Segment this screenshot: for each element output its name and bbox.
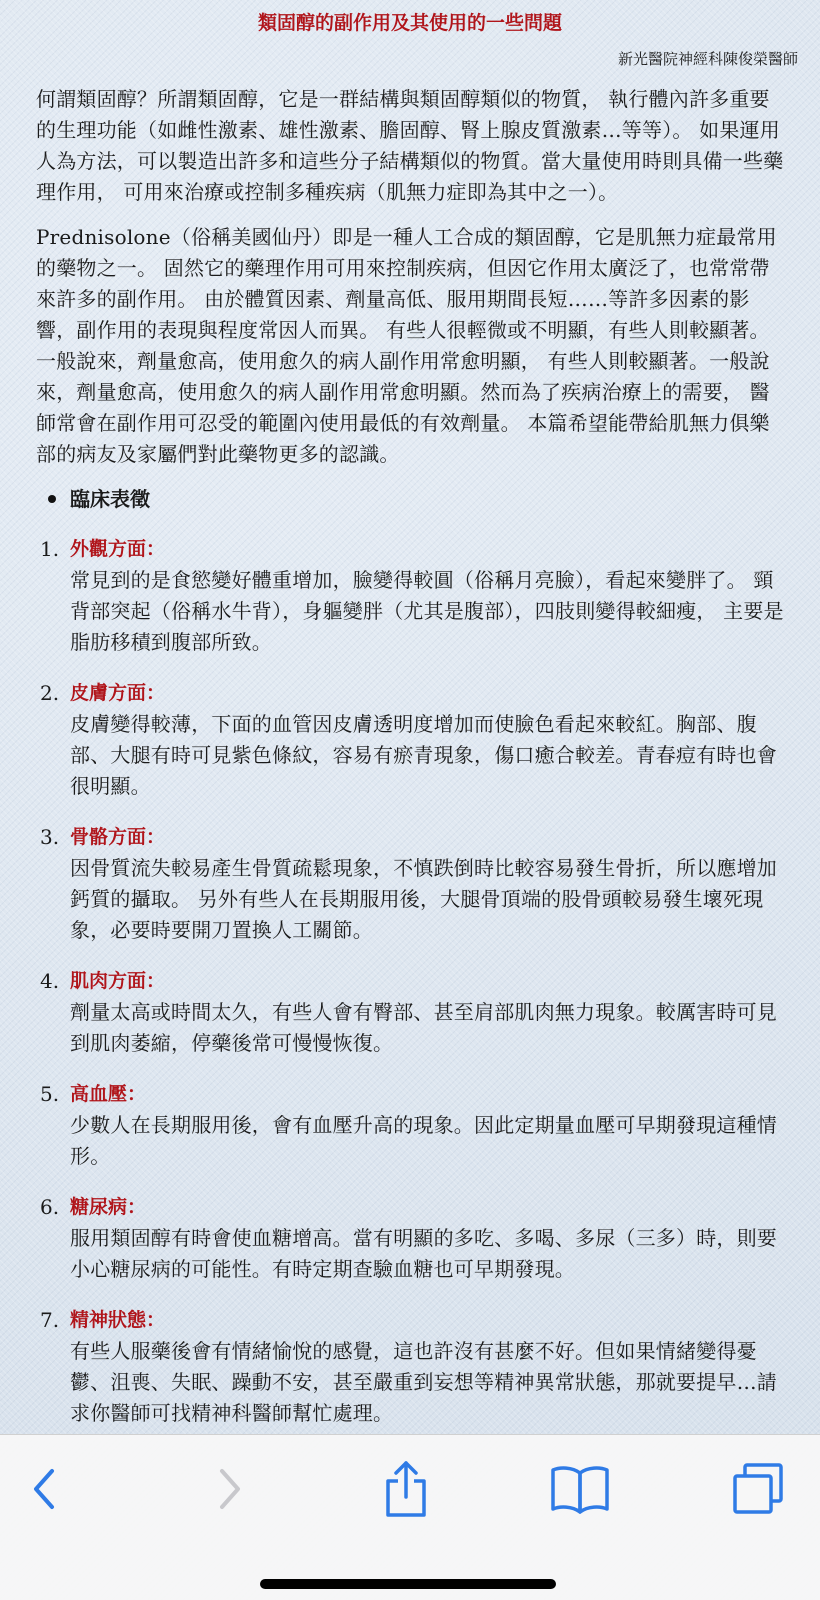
symptom-list <box>36 534 784 1429</box>
item-number: 7. <box>40 1308 60 1332</box>
forward-button[interactable] <box>196 1457 260 1521</box>
item-text: 服用類固醇有時會使血糖增高。當有明顯的多吃、多喝、多尿（三多）時，則要小心糖尿病的可能性。有時定期查驗血糖也可早期發現。 <box>70 1226 777 1281</box>
intro-paragraph-2: Prednisolone（俗稱美國仙丹）即是一種人工合成的類固醇，它是肌無力症最常用的藥物之一。 固然它的藥理作用可用來控制疾病，但因它作用太廣泛了，也常常帶來許多的副作用。 由於體質因素、劑量高低、服用期間長短……等許多因素的影響，副作用的表現與程度常因人而異。 有些人很輕微或不明顯，有些人則較顯著。一般說來，劑量愈高，使用愈久的病人副作用常愈明顯， 有些人則較顯著。一般說來，劑量愈高，使用愈久的病人副作用常愈明顯。然而為了疾病治療上的需要， 醫師常會在副作用可忍受的範圍內使用最低的有效劑量。 本篇希望能帶給肌無力俱樂部的病友及家屬們對此藥物更多的認識。 <box>36 225 777 466</box>
item-title: 糖尿病： <box>70 1196 147 1218</box>
item-number: 4. <box>40 969 60 993</box>
chevron-right-icon <box>208 1465 248 1513</box>
item-text: 有些人服藥後會有情緒愉悅的感覺，這也許沒有甚麼不好。但如果情緒變得憂鬱、沮喪、失眠、躁動不安，甚至嚴重到妄想等精神異常狀態，那就要提早…請求你醫師可找精神科醫師幫忙處理。 <box>70 1339 777 1425</box>
share-button[interactable] <box>374 1457 438 1521</box>
item-title: 骨骼方面： <box>70 826 166 848</box>
section-heading <box>48 484 784 514</box>
chevron-left-icon <box>26 1465 66 1513</box>
item-title: 高血壓： <box>70 1083 147 1105</box>
item-text: 劑量太高或時間太久，有些人會有臀部、甚至肩部肌肉無力現象。較厲害時可見到肌肉萎縮，停藥後常可慢慢恢復。 <box>70 1000 777 1055</box>
item-text: 皮膚變得較薄，下面的血管因皮膚透明度增加而使臉色看起來較紅。胸部、腹部、大腿有時可見紫色條紋，容易有瘀青現象，傷口癒合較差。青春痘有時也會很明顯。 <box>70 712 777 798</box>
list-item <box>36 966 784 1059</box>
item-title: 精神狀態： <box>70 1309 166 1331</box>
author-line: 新光醫院神經科陳俊榮醫師 <box>617 50 798 68</box>
item-number: 1. <box>40 537 60 561</box>
item-title: 肌肉方面： <box>70 970 166 992</box>
page-title: 類固醇的副作用及其使用的一些問題 <box>257 12 562 34</box>
item-number: 2. <box>40 681 60 705</box>
browser-toolbar <box>0 1434 820 1600</box>
list-item <box>36 1192 784 1285</box>
section-heading-label: 臨床表徵 <box>70 487 150 511</box>
tabs-button[interactable] <box>726 1457 790 1521</box>
intro-paragraph-1: 何謂類固醇？所謂類固醇，它是一群結構與類固醇類似的物質， 執行體內許多重要的生理功能（如雌性激素、雄性激素、膽固醇、腎上腺皮質激素…等等）。 如果運用人為方法，可以製造出許多和這些分子結構類似的物質。當大量使用時則具備一些藥理作用， 可用來治療或控制多種疾病（肌無力症即為其中之一）。 <box>36 87 784 204</box>
list-item <box>36 678 784 802</box>
item-text: 因骨質流失較易產生骨質疏鬆現象，不慎跌倒時比較容易發生骨折，所以應增加鈣質的攝取。 另外有些人在長期服用後，大腿骨頂端的股骨頭較易發生壞死現象，必要時要開刀置換人工關節。 <box>70 856 777 942</box>
item-number: 3. <box>40 825 60 849</box>
list-item <box>36 534 784 658</box>
share-icon <box>382 1459 430 1519</box>
item-title: 外觀方面： <box>70 538 166 560</box>
book-icon <box>550 1463 610 1515</box>
item-text: 少數人在長期服用後，會有血壓升高的現象。因此定期量血壓可早期發現這種情形。 <box>70 1113 777 1168</box>
home-indicator <box>260 1579 556 1589</box>
item-text: 常見到的是食慾變好體重增加，臉變得較圓（俗稱月亮臉），看起來變胖了。 頸背部突起（俗稱水牛背），身軀變胖（尤其是腹部），四肢則變得較細瘦， 主要是脂肪移積到腹部所致。 <box>70 568 784 654</box>
item-number: 6. <box>40 1195 60 1219</box>
item-number: 5. <box>40 1082 60 1106</box>
back-button[interactable] <box>14 1457 78 1521</box>
bookmarks-button[interactable] <box>548 1457 612 1521</box>
item-title: 皮膚方面： <box>70 682 166 704</box>
list-item <box>36 1079 784 1172</box>
list-item <box>36 1305 784 1429</box>
tabs-icon <box>731 1462 785 1516</box>
list-item <box>36 822 784 946</box>
bullet-icon <box>48 495 56 503</box>
